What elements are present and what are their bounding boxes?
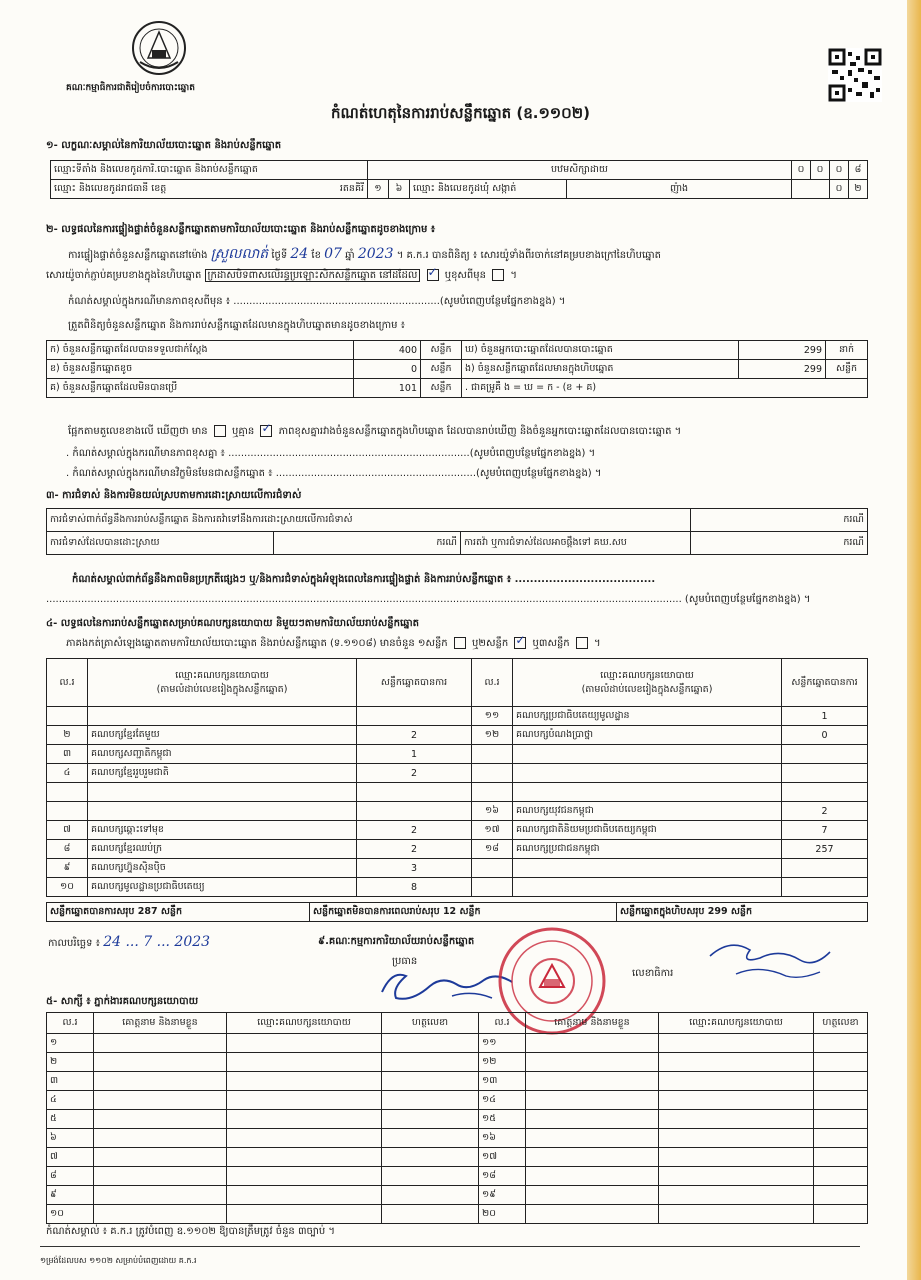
party-no: ២ [47, 726, 88, 745]
party-no [472, 859, 513, 878]
code-digit: ០ [811, 161, 830, 180]
party-no [47, 707, 88, 726]
witness-cell [814, 1186, 868, 1205]
party-no: ៩ [47, 859, 88, 878]
witness-cell [814, 1167, 868, 1186]
chair-label: ប្រធាន [392, 956, 418, 967]
sheet-count-text: ភាគងកត់ត្រាសំឡេងឆ្នោតតាមការិយាល័យបោះឆ្នោត និងរាប់សន្លឹកឆ្នោត (ទ.១១០៨) មានចំនួន ១សន្លឹក [66, 638, 448, 649]
witness-no: ១៣ [479, 1072, 526, 1091]
paper-edge [907, 0, 921, 1280]
party-name: គណបក្សឆ្ពោះទៅមុខ [88, 821, 357, 840]
party-name: គណបក្សខ្មែរតែមួយ [88, 726, 357, 745]
witness-col: ឈ្មោះគណបក្សនយោបាយ [659, 1013, 814, 1034]
witness-cell [94, 1110, 227, 1129]
party-no: ១០ [47, 878, 88, 897]
witness-col: ហត្ថលេខា [814, 1013, 868, 1034]
table-row [47, 802, 868, 821]
witness-col: គោត្តនាម និងនាមខ្លួន [94, 1013, 227, 1034]
witness-cell [382, 1129, 479, 1148]
lock-check-text: ។ គ.ក.រ បានពិនិត្យ ៖ សោរយ៉ូទាំងពីរចាក់នៅគម្របខាងក្រៅនៃហិបឆ្នោត [396, 250, 662, 261]
difference-text: ផ្អែកតាមតួលេខខាងលើ ឃើញថា មាន [68, 426, 208, 437]
witness-cell [227, 1205, 382, 1224]
witness-cell [814, 1091, 868, 1110]
col-party-sub: (តាមលំដាប់លេខរៀងក្នុងសន្លឹកឆ្នោត) [581, 683, 713, 695]
witness-no: ៨ [47, 1167, 94, 1186]
witness-cell [526, 1110, 659, 1129]
party-no [472, 764, 513, 783]
party-votes: 1 [357, 745, 472, 764]
secretary-signature-icon [690, 934, 840, 984]
one-sheet-checkbox[interactable] [454, 637, 466, 649]
table-row [47, 1148, 868, 1167]
seal-line-text: សោរយ៉ូចាក់ភ្ជាប់គម្របខាងក្នុងនៃហិបឆ្នោត [46, 270, 202, 281]
party-no [472, 878, 513, 897]
witness-cell [382, 1053, 479, 1072]
party-name: គណបក្សហ្វ៊ុនស៊ិនប៉ិច [88, 859, 357, 878]
province-code-digit: ៦ [389, 180, 410, 199]
section1-heading: ១- លក្ខណៈសម្គាល់នៃការិយាល័យបោះឆ្នោត និងរាប់សន្លឹកឆ្នោត [46, 140, 282, 151]
party-no: ៤ [47, 764, 88, 783]
witness-cell [227, 1091, 382, 1110]
complaint-unit: ករណី [691, 509, 868, 532]
party-name: គណបក្សបំណងប្រាថ្នា [513, 726, 782, 745]
witness-cell [382, 1167, 479, 1186]
date-line [48, 934, 210, 951]
difference-no-checkbox[interactable] [260, 425, 272, 437]
party-votes [357, 802, 472, 821]
table-row [47, 821, 868, 840]
witness-no: ៤ [47, 1091, 94, 1110]
three-sheets-label: ឬ៣សន្លឹក [532, 638, 570, 649]
party-no: ៨ [47, 840, 88, 859]
party-name: គណបក្សប្រជាជនកម្ពុជា [513, 840, 782, 859]
difference-desc: ភាពខុសគ្នារវាងចំនួនសន្លឹកឆ្នោតក្នុងហិបឆ្នោត ដែលបានរាប់ឃើញ និងចំនួនអ្នកបោះឆ្នោតដែលបានបោះឆ្នោត ។ [278, 426, 682, 437]
party-no [47, 783, 88, 802]
seal-line: សោរយ៉ូចាក់ភ្ជាប់គម្របខាងក្នុងនៃហិបឆ្នោត ក្រដាសបិទពាសលើរន្ធប្រឡោះសិកសន្លឹកឆ្នោត នៅដដែល ✓ ឬខុសពីមុន ។ [46, 268, 517, 283]
witness-col: ល.រ [47, 1013, 94, 1034]
table-row [47, 764, 868, 783]
witness-cell [814, 1034, 868, 1053]
col-party-title: ឈ្មោះគណបក្សនយោបាយ [600, 669, 694, 681]
province-code-digit: ១ [368, 180, 389, 199]
party-votes [357, 783, 472, 802]
seal-line-boxed-text: ក្រដាសបិទពាសលើរន្ធប្រឡោះសិកសន្លឹកឆ្នោត នៅដដែល [205, 269, 421, 282]
party-votes [357, 707, 472, 726]
party-votes [782, 859, 868, 878]
col-party-title: ឈ្មោះគណបក្សនយោបាយ [175, 669, 269, 681]
province-row [51, 180, 368, 199]
page-title: កំណត់ហេតុនៃការរាប់សន្លឹកឆ្នោត (ឧ.១១០២) [330, 104, 590, 122]
party-votes [782, 878, 868, 897]
witness-cell [94, 1034, 227, 1053]
sheet-count-line: ភាគងកត់ត្រាសំឡេងឆ្នោតតាមការិយាល័យបោះឆ្នោត និងរាប់សន្លឹកឆ្នោត (ទ.១១០៨) មានចំនួន ១សន្លឹក ឬ២សន្លឹក ✓ ឬ៣សន្លឹក ។ [66, 636, 601, 651]
witness-cell [94, 1205, 227, 1224]
witness-no: ១៦ [479, 1129, 526, 1148]
witness-cell [659, 1072, 814, 1091]
count-value: 299 [739, 360, 826, 379]
witness-table [46, 1012, 868, 1224]
difference-no-label: ឬគ្មាន [232, 426, 255, 437]
secretary-label: លេខាធិការ [632, 968, 674, 979]
witness-cell [382, 1205, 479, 1224]
table-row [47, 1053, 868, 1072]
count-unit: សន្លឹក [421, 360, 462, 379]
resolved-unit: ករណី [274, 532, 461, 555]
party-name: គណបក្សសញ្ជាតិកម្ពុជា [88, 745, 357, 764]
party-votes [782, 764, 868, 783]
witness-no: ១០ [47, 1205, 94, 1224]
party-name: គណបក្សខ្មែររួបរួមជាតិ [88, 764, 357, 783]
witness-cell [382, 1034, 479, 1053]
witness-cell [227, 1053, 382, 1072]
witness-cell [659, 1148, 814, 1167]
col-party [88, 659, 357, 707]
party-votes: 8 [357, 878, 472, 897]
commune-code-digit: ០ [830, 180, 849, 199]
party-votes: 2 [357, 764, 472, 783]
party-no: ១៧ [472, 821, 513, 840]
witness-no: ៦ [47, 1129, 94, 1148]
party-votes: 1 [782, 707, 868, 726]
irregularity-note-2: ........................................................................................................................................................................................................ (សូមបំពេញបន្ថែមផ្នែកខាងខ្នង) ។ [46, 594, 811, 605]
commune-code-digit: ២ [849, 180, 868, 199]
party-votes: 2 [357, 821, 472, 840]
committee-label: ៩.គណៈកម្មការការិយាល័យរាប់សន្លឹកឆ្នោត [318, 936, 475, 947]
witness-cell [526, 1091, 659, 1110]
witness-cell [94, 1186, 227, 1205]
total-valid: សន្លឹកឆ្នោតបានការសរុប 287 សន្លឹក [47, 903, 310, 922]
footer-rule [40, 1246, 860, 1247]
party-no: ៧ [47, 821, 88, 840]
same-checkbox[interactable] [427, 269, 439, 281]
code-digit: ០ [792, 161, 811, 180]
count-value: 299 [739, 341, 826, 360]
count-value: 0 [354, 360, 421, 379]
table-row [47, 1110, 868, 1129]
witness-no: ១៩ [479, 1186, 526, 1205]
difference-yes-checkbox[interactable] [214, 425, 226, 437]
witness-no: ៥ [47, 1110, 94, 1129]
count-label: ឃ) ចំនួនអ្នកបោះឆ្នោតដែលបានបោះឆ្នោត [462, 341, 739, 360]
count-label: គ) ចំនួនសន្លឹកឆ្នោតដែលមិនបានប្រើ [47, 379, 354, 398]
party-name: គណបក្សជាតិនិយមប្រជាធិបតេយ្យកម្ពុជា [513, 821, 782, 840]
count-label: ង) ចំនួនសន្លឹកឆ្នោតដែលមានក្នុងហិបឆ្នោត [462, 360, 739, 379]
count-unit: នាក់ [826, 341, 868, 360]
witness-cell [659, 1091, 814, 1110]
witness-rows [47, 1034, 868, 1224]
table-row [47, 726, 868, 745]
date-value: 24 ... 7 ... 2023 [103, 934, 211, 950]
count-intro: ត្រួតពិនិត្យចំនួនសន្លឹកឆ្នោត និងការរាប់សន្លឹកឆ្នោតដែលមានក្នុងហិបឆ្នោតមានដូចខាងក្រោម ៖ [68, 320, 406, 331]
witness-cell [382, 1072, 479, 1091]
witness-cell [814, 1072, 868, 1091]
section4-heading: ៤- លទ្ធផលនៃការរាប់សន្លឹកឆ្នោតសម្រាប់គណបក្សនយោបាយ និមួយៗតាមការិយាល័យរាប់សន្លឹកឆ្នោត [46, 618, 420, 629]
party-name: គណបក្សខ្មែរឈប់ក្រ [88, 840, 357, 859]
total-in-box: សន្លឹកឆ្នោតក្នុងហិបសរុប 299 សន្លឹក [617, 903, 868, 922]
party-name [513, 783, 782, 802]
witness-no: ១៧ [479, 1148, 526, 1167]
table-row [47, 1186, 868, 1205]
party-name [513, 878, 782, 897]
count-table [46, 340, 868, 398]
complaint-label: ការជំទាស់ពាក់ព័ន្ធនឹងការរាប់សន្លឹកឆ្នោត និងការតវ៉ាទៅនឹងការដោះស្រាយលើការជំទាស់ [47, 509, 691, 532]
party-votes [782, 783, 868, 802]
witness-cell [526, 1205, 659, 1224]
party-votes [782, 745, 868, 764]
witness-cell [659, 1034, 814, 1053]
col-party-sub: (តាមលំដាប់លេខរៀងក្នុងសន្លឹកឆ្នោត) [156, 683, 288, 695]
witness-cell [659, 1205, 814, 1224]
province-label: ឈ្មោះ និងលេខកូដរាជធានី ខេត្ត [54, 183, 167, 194]
section2-heading: ២- លទ្ធផលនៃការផ្ទៀងផ្ទាត់ចំនួនសន្លឹកឆ្នោតតាមការិយាល័យបោះឆ្នោត និងរាប់សន្លឹកឆ្នោតដូចខាងក្រោម ៖ [46, 224, 436, 235]
party-votes: 0 [782, 726, 868, 745]
witness-cell [94, 1053, 227, 1072]
witness-col: ឈ្មោះគណបក្សនយោបាយ [227, 1013, 382, 1034]
witness-col: គោត្តនាម និងនាមខ្លួន [526, 1013, 659, 1034]
count-label: ក) ចំនួនសន្លឹកឆ្នោតដែលបានទទួលជាក់ស្ដែង [47, 341, 354, 360]
witness-cell [227, 1186, 382, 1205]
witness-cell [659, 1053, 814, 1072]
party-results-table [46, 658, 868, 897]
count-unit: សន្លឹក [421, 379, 462, 398]
two-sheets-label: ឬ២សន្លឹក [472, 638, 509, 649]
witness-no: ៧ [47, 1148, 94, 1167]
verification-day: 24 [290, 246, 309, 262]
col-votes: សន្លឹកឆ្នោតបានការ [782, 659, 868, 707]
witness-cell [526, 1129, 659, 1148]
three-sheets-checkbox[interactable] [576, 637, 588, 649]
province-value: រតនគិរី [339, 183, 364, 194]
code-digit: ៨ [849, 161, 868, 180]
table-row [47, 1091, 868, 1110]
count-value: 101 [354, 379, 421, 398]
witness-col: ល.រ [479, 1013, 526, 1034]
party-no: ៣ [47, 745, 88, 764]
verification-year: 2023 [357, 246, 394, 262]
verification-month: 07 [324, 246, 342, 262]
party-votes: 2 [357, 840, 472, 859]
witness-no: ៣ [47, 1072, 94, 1091]
party-rows [47, 707, 868, 897]
party-no: ១៦ [472, 802, 513, 821]
totals-table [46, 902, 868, 922]
witness-no: ២០ [479, 1205, 526, 1224]
commune-label: ឈ្មោះ និងលេខកូដឃុំ សង្កាត់ [410, 180, 567, 199]
count-label: ខ) ចំនួនសន្លឹកឆ្នោតខូច [47, 360, 354, 379]
witness-no: ៩ [47, 1186, 94, 1205]
qr-code-icon [828, 48, 882, 102]
witness-cell [382, 1091, 479, 1110]
section1-table [50, 160, 868, 199]
appeal-unit: ករណី [691, 532, 868, 555]
count-unit: សន្លឹក [826, 360, 868, 379]
month-label: ខែ [311, 250, 321, 261]
witness-cell [94, 1072, 227, 1091]
nec-emblem-icon [130, 18, 188, 76]
witness-cell [814, 1053, 868, 1072]
party-name: គណបក្សយុវជនកម្ពុជា [513, 802, 782, 821]
witness-cell [526, 1072, 659, 1091]
party-no: ១១ [472, 707, 513, 726]
witness-cell [94, 1148, 227, 1167]
witness-cell [526, 1167, 659, 1186]
witness-cell [227, 1148, 382, 1167]
col-votes: សន្លឹកឆ្នោតបានការ [357, 659, 472, 707]
table-row [47, 1072, 868, 1091]
count-value: 400 [354, 341, 421, 360]
total-invalid: សន្លឹកឆ្នោតមិនបានការពេលរាប់សរុប 12 សន្លឹក [310, 903, 617, 922]
witness-cell [814, 1110, 868, 1129]
verification-time: ស្រួលលាត់ [210, 246, 269, 262]
party-name: គណបក្សមូលដ្ឋានប្រជាធិបតេយ្យ [88, 878, 357, 897]
witness-cell [227, 1034, 382, 1053]
party-votes: 2 [782, 802, 868, 821]
witness-no: ១៨ [479, 1167, 526, 1186]
witness-cell [659, 1167, 814, 1186]
table-row [47, 745, 868, 764]
location-value: បឋមសិក្សាដាយ [368, 161, 792, 180]
non-ballot-note: . កំណត់សម្គាល់ក្នុងករណីមានវិក្ខមិនមែនជាសន្លឹកឆ្នោត ៖ ...............................................................(សូមបំពេញបន្ថែមផ្នែកខាងខ្នង) ។ [66, 468, 602, 479]
col-no: ល.រ [472, 659, 513, 707]
difference-note-2: . កំណត់សម្គាល់ក្នុងករណីមានភាពខុសគ្នា ៖ ............................................................................(សូមបំពេញបន្ថែមផ្នែកខាងខ្នង) ។ [66, 448, 596, 459]
party-name [513, 764, 782, 783]
witness-cell [526, 1148, 659, 1167]
witness-no: ១៥ [479, 1110, 526, 1129]
witness-cell [659, 1129, 814, 1148]
witness-cell [227, 1072, 382, 1091]
witness-no: ១២ [479, 1053, 526, 1072]
party-no: ១២ [472, 726, 513, 745]
blank-cell [792, 180, 830, 199]
witness-cell [814, 1129, 868, 1148]
table-row [47, 859, 868, 878]
year-label: ឆ្នាំ [345, 250, 355, 261]
witness-col: ហត្ថលេខា [382, 1013, 479, 1034]
footer-note: កំណត់សម្គាល់ ៖ គ.ក.រ ត្រូវបំពេញ ឧ.១១០២ ឱ្យបានត្រឹមត្រូវ ចំនួន ៣ច្បាប់ ។ [46, 1226, 335, 1237]
date-label: កាលបរិច្ឆេទ ៖ [48, 938, 101, 949]
witness-cell [227, 1110, 382, 1129]
witness-no: ២ [47, 1053, 94, 1072]
witness-cell [94, 1091, 227, 1110]
party-votes: 3 [357, 859, 472, 878]
verification-time-label: ការផ្ទៀងផ្ទាត់ចំនួនសន្លឹកឆ្នោតនៅម៉ោង [68, 250, 208, 261]
witness-cell [814, 1205, 868, 1224]
difference-note: កំណត់សម្គាល់ក្នុងករណីមានភាពខុសពីមុន ៖ .................................................................(សូមបំពេញបន្ថែមផ្នែកខាងខ្នង) ។ [68, 296, 566, 307]
witness-cell [526, 1034, 659, 1053]
changed-label: ឬខុសពីមុន [444, 270, 486, 281]
two-sheets-checkbox[interactable] [514, 637, 526, 649]
location-label: ឈ្មោះទីតាំង និងលេខកូដការិ.បោះឆ្នោត និងរាប់សន្លឹកឆ្នោត [51, 161, 368, 180]
party-name: គណបក្សប្រជាធិបតេយ្យមូលដ្ឋាន [513, 707, 782, 726]
formula: . ជាគម្រូគឺ ង = ឃ = ក - (ខ + គ) [462, 379, 868, 398]
commission-name: គណៈកម្មាធិការជាតិរៀបចំការបោះឆ្នោត [66, 83, 195, 93]
appeal-label: ការតវ៉ា ឬការជំទាស់ដែលអាចផ្ដឹងទៅ គឃ.សប [461, 532, 691, 555]
witness-cell [526, 1053, 659, 1072]
witness-cell [382, 1186, 479, 1205]
difference-line [68, 424, 681, 439]
resolved-label: ការជំទាស់ដែលបានដោះស្រាយ [47, 532, 274, 555]
irregularity-note: កំណត់សម្គាល់ពាក់ព័ន្ធនឹងភាពមិនប្រក្រតីផ្សេងៗ ឬ/និងការជំទាស់ក្នុងអំឡុងពេលនៃការផ្ទៀងផ្ទាត់ និងការរាប់សន្លឹកឆ្នោត ៖ ..................................... [72, 574, 656, 585]
party-name [88, 707, 357, 726]
witness-no: ១ [47, 1034, 94, 1053]
commune-value: ញ៉ាង [567, 180, 792, 199]
witness-cell [382, 1148, 479, 1167]
party-votes: 2 [357, 726, 472, 745]
section5-heading: ៥- សាក្សី ៖ ភ្នាក់ងារគណបក្សនយោបាយ [46, 996, 199, 1007]
table-row [47, 1205, 868, 1224]
party-no [47, 802, 88, 821]
col-no: ល.រ [47, 659, 88, 707]
table-row [47, 1129, 868, 1148]
witness-no: ១៤ [479, 1091, 526, 1110]
witness-cell [94, 1167, 227, 1186]
footnote: ១ម្រង់ដែលបស ១១០២ សម្រាប់បំពេញដោយ គ.ក.រ [40, 1256, 197, 1265]
complaint-table [46, 508, 868, 555]
day-label: ថ្ងៃទី [271, 250, 288, 261]
table-row [47, 1167, 868, 1186]
changed-checkbox[interactable] [492, 269, 504, 281]
table-row [47, 840, 868, 859]
col-party [513, 659, 782, 707]
party-no: ១៨ [472, 840, 513, 859]
witness-no: ១១ [479, 1034, 526, 1053]
witness-cell [94, 1129, 227, 1148]
code-digit: ០ [830, 161, 849, 180]
party-votes: 7 [782, 821, 868, 840]
witness-cell [814, 1148, 868, 1167]
table-row [47, 878, 868, 897]
party-votes: 257 [782, 840, 868, 859]
section3-heading: ៣- ការជំទាស់ និងការមិនយល់ស្របតាមការដោះស្រាយលើការជំទាស់ [46, 490, 302, 501]
witness-cell [382, 1110, 479, 1129]
table-row [47, 783, 868, 802]
party-name [88, 783, 357, 802]
witness-cell [526, 1186, 659, 1205]
count-unit: សន្លឹក [421, 341, 462, 360]
verification-line [68, 244, 661, 265]
witness-cell [227, 1167, 382, 1186]
witness-cell [227, 1129, 382, 1148]
party-name [513, 859, 782, 878]
party-name [513, 745, 782, 764]
table-row [47, 1034, 868, 1053]
party-no [472, 745, 513, 764]
witness-cell [659, 1110, 814, 1129]
party-name [88, 802, 357, 821]
party-no [472, 783, 513, 802]
table-row [47, 707, 868, 726]
witness-cell [659, 1186, 814, 1205]
